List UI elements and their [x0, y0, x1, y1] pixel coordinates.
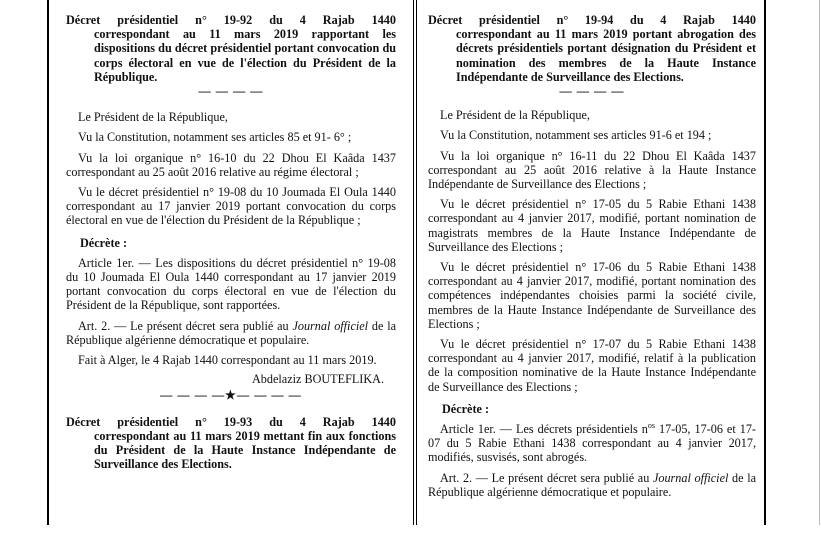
president-line: Le Président de la République, — [440, 108, 590, 123]
decree-19-92-title-line1: Décret présidentiel n° 19-92 du 4 Rajab 1440 — [66, 13, 396, 27]
right-column — [428, 13, 756, 538]
right-edge-line — [819, 0, 820, 525]
journal-officiel: Journal officiel — [652, 470, 729, 485]
vu-constitution: Vu la Constitution, notamment ses articles 91-6 et 194 ; — [440, 128, 712, 143]
decrete-heading: Décrète : — [442, 401, 490, 416]
separator: — — — — — [198, 84, 264, 99]
president-line: Le Président de la République, — [78, 110, 228, 125]
decree-19-92-title-rest: correspondant au 11 mars 2019 rapportant les dispositions du décret présidentiel portant convocation du corps électoral en vue de l'élection du Président de la République. — [94, 27, 396, 84]
decree-19-93-title-rest: correspondant au 11 mars 2019 mettant fin aux fonctions du Président de la Haute Instance Indépendante de Surveillance des Elections. — [94, 428, 396, 472]
vu-decret-17-07: Vu le décret présidentiel n° 17-07 du 5 Rabie Ethani 1438 correspondant au 4 janvier 2017, modifié, relatif à la publication de la composition nominative de la Haute Instance Indépendante de Surveillance des Elections ; — [428, 337, 756, 394]
left-column — [66, 13, 396, 538]
vu-loi-organique: Vu la loi organique n° 16-10 du 22 Dhou El Kaâda 1437 correspondant au 25 août 2016 relative au régime électoral ; — [66, 150, 396, 179]
vu-decret-17-06: Vu le décret présidentiel n° 17-06 du 5 Rabie Ethani 1438 correspondant au 4 janvier 2017, modifié, portant nomination des compétences indépendantes choisies parmi la société civile, membres de la Haute Instance Indépendante de Surveillance des Elections ; — [428, 260, 756, 331]
decree-19-93-title — [66, 415, 396, 472]
star-separator: — — — —★— — — — — [160, 388, 302, 403]
article-1-sup: os — [647, 421, 655, 431]
article-2-post: de la République algérienne démocratique et populaire. — [428, 470, 756, 499]
article-2 — [66, 319, 396, 347]
decrete-heading: Décrète : — [80, 235, 128, 250]
decree-19-94-title-rest: correspondant au 11 mars 2019 portant abrogation des décrets présidentiels portant désignation du Président et nomination des membres de la Haute Instance Indépendante de Surveillance des Elections. — [456, 27, 756, 84]
decree-19-94-title — [428, 13, 756, 84]
article-1-post: 17-05, 17-06 et 17-07 du 5 Rabie Ethani 1438 correspondant au 4 janvier 2017, modifiés, susvisés, sont abrogés. — [428, 422, 756, 465]
article-1 — [428, 422, 756, 465]
decree-19-94-title-line1: Décret présidentiel n° 19-94 du 4 Rajab 1440 — [428, 13, 756, 27]
vu-decret-17-05: Vu le décret présidentiel n° 17-05 du 5 Rabie Ethani 1438 correspondant au 4 janvier 2017, modifié, portant nomination de magistrats membres de la Haute Instance Indépendante de Surveillance des Elections ; — [428, 197, 756, 254]
decree-19-93-title-line1: Décret présidentiel n° 19-93 du 4 Rajab 1440 — [66, 414, 396, 429]
vu-decret-19-08: Vu le décret présidentiel n° 19-08 du 10 Joumada El Oula 1440 correspondant au 17 janvier 2019 portant convocation du corps électoral en vue de l'élection du Président de la République ; — [66, 185, 396, 228]
fait-a-alger: Fait à Alger, le 4 Rajab 1440 correspondant au 11 mars 2019. — [78, 353, 377, 368]
center-divider-line-2 — [416, 0, 417, 525]
decree-19-92-title — [66, 13, 396, 84]
separator: — — — — — [559, 84, 625, 99]
article-2-pre: Art. 2. — Le présent décret sera publié au — [78, 318, 293, 333]
left-border-line — [47, 0, 49, 525]
journal-officiel: Journal officiel — [292, 318, 369, 333]
vu-constitution: Vu la Constitution, notamment ses articles 85 et 91- 6° ; — [78, 130, 352, 145]
right-border-line — [764, 0, 766, 525]
article-2-post: de la République algérienne démocratique et populaire. — [66, 318, 396, 347]
article-2 — [428, 471, 756, 499]
article-1-pre: Article 1er. — Les décrets présidentiels n — [440, 422, 648, 437]
article-1: Article 1er. — Les dispositions du décret présidentiel n° 19-08 du 10 Joumada El Oula 1440 correspondant au 17 janvier 2019 portant convocation du corps électoral en vue de l'élection du Président de la République, sont rapportées. — [66, 255, 396, 313]
signature: Abdelaziz BOUTEFLIKA. — [252, 372, 384, 387]
article-2-pre: Art. 2. — Le présent décret sera publié au — [440, 470, 653, 485]
vu-loi-organique: Vu la loi organique n° 16-11 du 22 Dhou El Kaâda 1437 correspondant au 25 août 2016 relative à la Haute Instance Indépendante de Surveillance des Elections ; — [428, 148, 756, 192]
center-divider-line — [413, 0, 414, 525]
